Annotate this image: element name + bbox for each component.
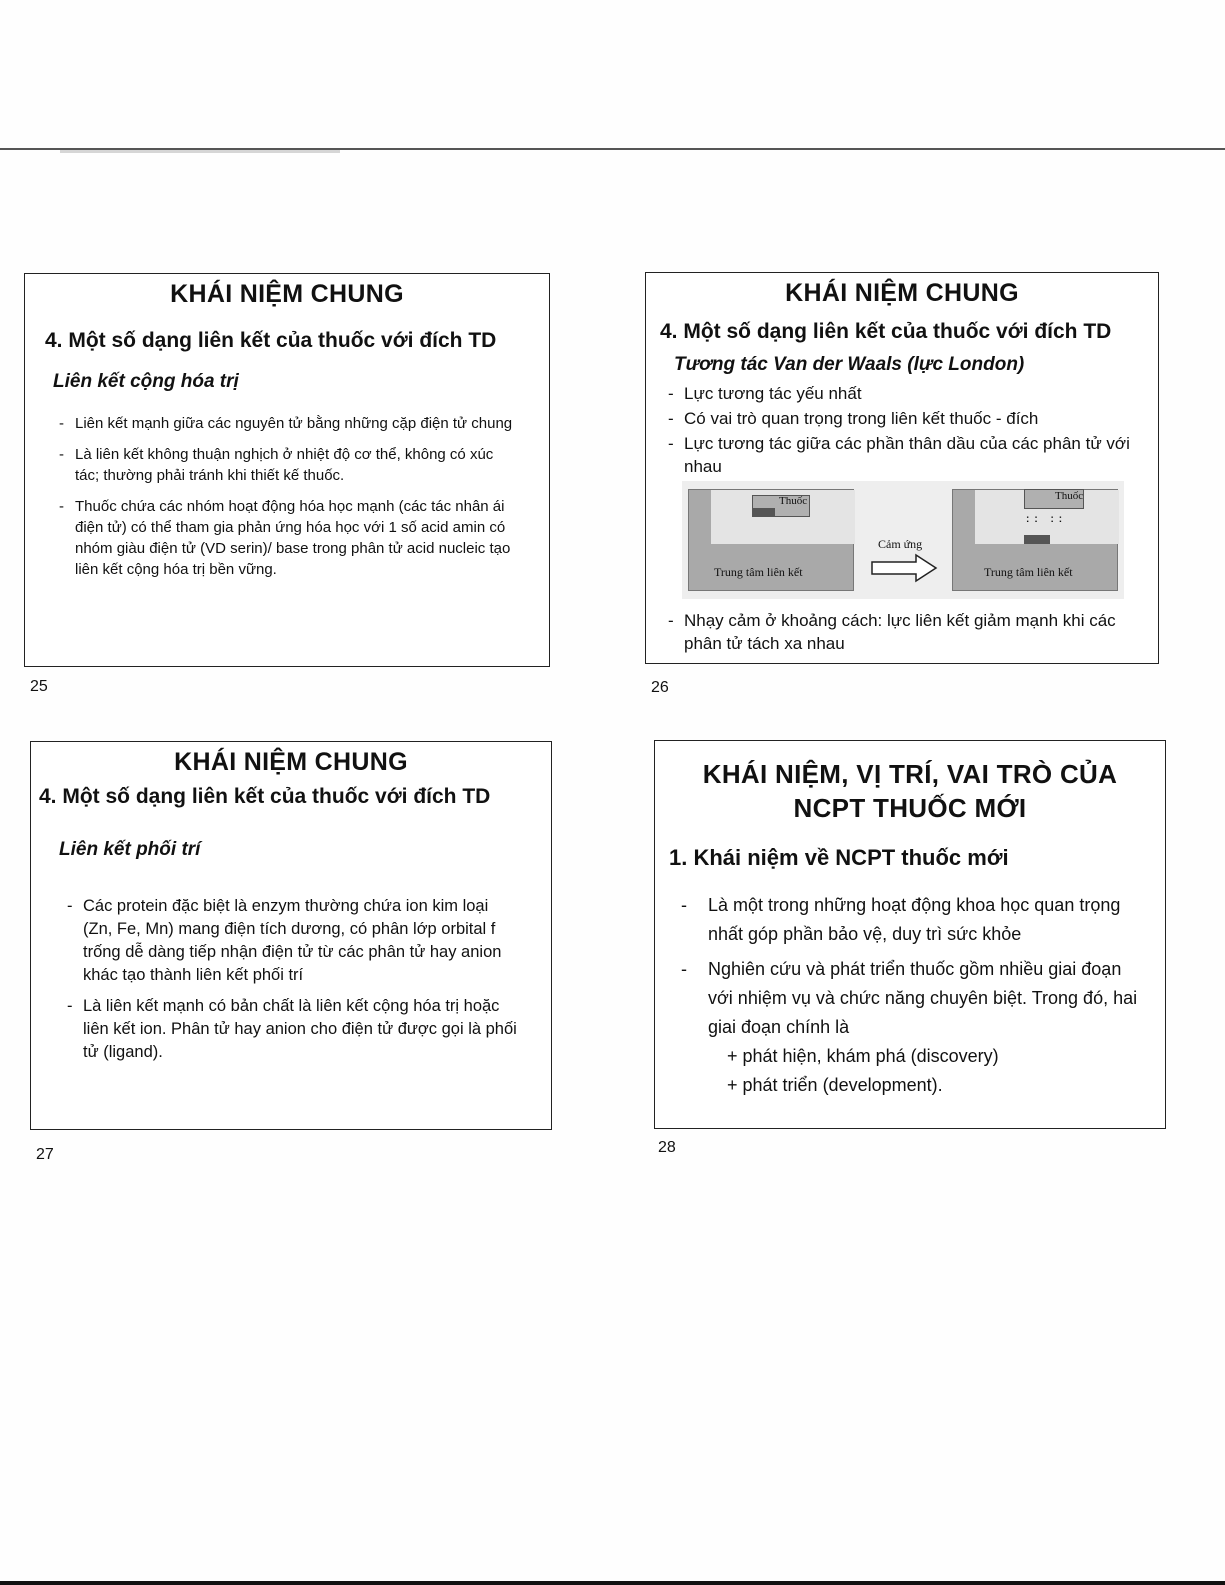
list-item: - Là một trong những hoạt động khoa học quan trọng nhất góp phần bảo vệ, duy trì sức khỏe [681, 891, 1139, 949]
slide-25 [24, 273, 550, 667]
list-item: - Lực tương tác yếu nhất [668, 382, 1144, 405]
drug-label-right: Thuốc [1055, 490, 1084, 502]
list-item: - Các protein đặc biệt là enzym thường chứa ion kim loại (Zn, Fe, Mn) mang điện tích dương, có phân lớp orbital f trống dễ dàng tiếp nhận điện tử từ các phân tử hay anion khác tạo thành liên kết phối trí [67, 895, 521, 987]
top-rule-shade [60, 150, 340, 153]
page-number: 25 [30, 678, 48, 695]
arrow-label: Cảm ứng [878, 537, 923, 551]
bottom-rule [0, 1581, 1225, 1585]
page-number: 28 [658, 1139, 676, 1156]
list-item: - Thuốc chứa các nhóm hoạt động hóa học mạnh (các tác nhân ái điện tử) có thể tham gia phản ứng hóa học với 1 số acid amin có nhóm giàu điện tử (VD serin)/ base trong phân tử acid nucleic tạo liên kết cộng hóa trị bền vững. [59, 496, 519, 580]
list-item: - Là liên kết không thuận nghịch ở nhiệt độ cơ thể, không có xúc tác; thường phải tránh khi thiết kế thuốc. [59, 444, 519, 486]
slide-subheading: Tương tác Van der Waals (lực London) [674, 354, 1025, 375]
bullet-list [67, 895, 521, 1064]
list-item: - Có vai trò quan trọng trong liên kết thuốc - đích [668, 407, 1144, 430]
interaction-dots: :: :: [1026, 514, 1068, 525]
bullet-list-after [668, 609, 1144, 655]
list-item: - Là liên kết mạnh có bản chất là liên kết cộng hóa trị hoặc liên kết ion. Phân tử hay anion cho điện tử được gọi là phối tử (ligand). [67, 995, 521, 1064]
sub-item: + phát triển (development). [727, 1075, 943, 1095]
slide-title: KHÁI NIỆM CHUNG [174, 748, 408, 776]
slide-27 [30, 741, 552, 1130]
list-item: - Lực tương tác giữa các phần thân dầu của các phân tử với nhau [668, 432, 1144, 478]
slide-28 [654, 740, 1166, 1129]
sub-item: + phát hiện, khám phá (discovery) [727, 1046, 999, 1066]
bullet-list [681, 891, 1139, 1042]
bullet-list [59, 413, 519, 580]
list-item: - Nhạy cảm ở khoảng cách: lực liên kết giảm mạnh khi các phân tử tách xa nhau [668, 609, 1144, 655]
sub-list [727, 1042, 1165, 1100]
slide-heading: 4. Một số dạng liên kết của thuốc với đích TD [45, 329, 497, 352]
slide-heading: 4. Một số dạng liên kết của thuốc với đích TD [660, 320, 1112, 343]
site-label-left: Trung tâm liên kết [714, 565, 803, 579]
slide-subheading: Liên kết phối trí [59, 839, 201, 860]
list-item: - Liên kết mạnh giữa các nguyên tử bằng những cặp điện tử chung [59, 413, 519, 434]
list-item: - Nghiên cứu và phát triển thuốc gồm nhiều giai đoạn với nhiệm vụ và chức năng chuyên biệt. Trong đó, hai giai đoạn chính là [681, 955, 1139, 1042]
slide-title-line2: NCPT THUỐC MỚI [793, 793, 1027, 823]
slide-title: KHÁI NIỆM CHUNG [785, 279, 1019, 307]
slide-heading: 1. Khái niệm về NCPT thuốc mới [669, 845, 1009, 870]
page-number: 27 [36, 1146, 54, 1163]
slide-title-line1: KHÁI NIỆM, VỊ TRÍ, VAI TRÒ CỦA [702, 759, 1118, 789]
page-number: 26 [651, 679, 669, 696]
slide-26 [645, 272, 1159, 664]
slide-heading: 4. Một số dạng liên kết của thuốc với đích TD [39, 785, 491, 808]
binding-diagram [682, 481, 1124, 599]
slide-title: KHÁI NIỆM CHUNG [170, 280, 404, 308]
drug-label-left: Thuốc [779, 495, 808, 507]
site-label-right: Trung tâm liên kết [984, 565, 1073, 579]
slide-subheading: Liên kết cộng hóa trị [53, 371, 239, 392]
induction-arrow-icon [870, 553, 938, 583]
bullet-list [668, 382, 1144, 478]
